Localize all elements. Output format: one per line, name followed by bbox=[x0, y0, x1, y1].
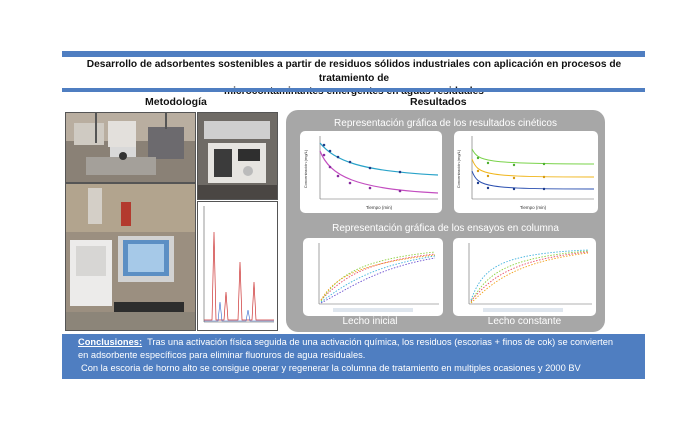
chromatogram-image bbox=[197, 201, 278, 331]
kinetic-chart-left bbox=[300, 131, 442, 213]
poster-title bbox=[64, 58, 644, 99]
lab-photo-equipment bbox=[65, 183, 196, 331]
kinetic-left-xlabel: Tiempo (min) bbox=[365, 205, 393, 210]
top-accent-bar bbox=[62, 51, 645, 57]
column-results-title: Representación gráfica de los ensayos en columna bbox=[332, 223, 559, 234]
conclusions-text-1: Tras una activación física seguida de una activación química, los residuos (escorias + finos de cok) se convierten bbox=[147, 337, 614, 347]
kinetic-chart-right bbox=[454, 131, 598, 213]
kinetic-left-ylabel: Concentración (mg/L) bbox=[303, 149, 308, 189]
lab-photo-stirrer bbox=[65, 112, 196, 183]
kinetic-results-title: Representación gráfica de los resultados cinéticos bbox=[334, 118, 557, 129]
conclusions-label: Conclusiones: bbox=[78, 337, 143, 347]
conclusions-line-2: en adsorbente específicos para eliminar fluoruros de agua residuales. bbox=[78, 350, 366, 360]
conclusions-box bbox=[62, 334, 645, 379]
column-chart-initial bbox=[303, 238, 443, 316]
lab-photo-oven bbox=[197, 112, 278, 200]
initial-bed-label: Lecho inicial bbox=[342, 316, 398, 327]
title-line-1: Desarrollo de adsorbentes sostenibles a partir de residuos sólidos industriales con aplicación en procesos de tratamiento de bbox=[86, 59, 622, 84]
results-heading: Resultados bbox=[410, 96, 467, 108]
column-chart-constant bbox=[453, 238, 596, 316]
kinetic-right-xlabel: Tiempo (min) bbox=[519, 205, 547, 210]
conclusions-line-1 bbox=[78, 336, 613, 349]
conclusions-line-3: Con la escoria de horno alto se consigue operar y regenerar la columna de tratamiento en multiples ocasiones y 2000 BV bbox=[81, 363, 581, 373]
kinetic-right-ylabel: Concentración (mg/L) bbox=[456, 149, 461, 189]
methodology-heading: Metodología bbox=[145, 96, 207, 108]
constant-bed-label: Lecho constante bbox=[487, 316, 562, 327]
title-underline-bar bbox=[62, 88, 645, 92]
